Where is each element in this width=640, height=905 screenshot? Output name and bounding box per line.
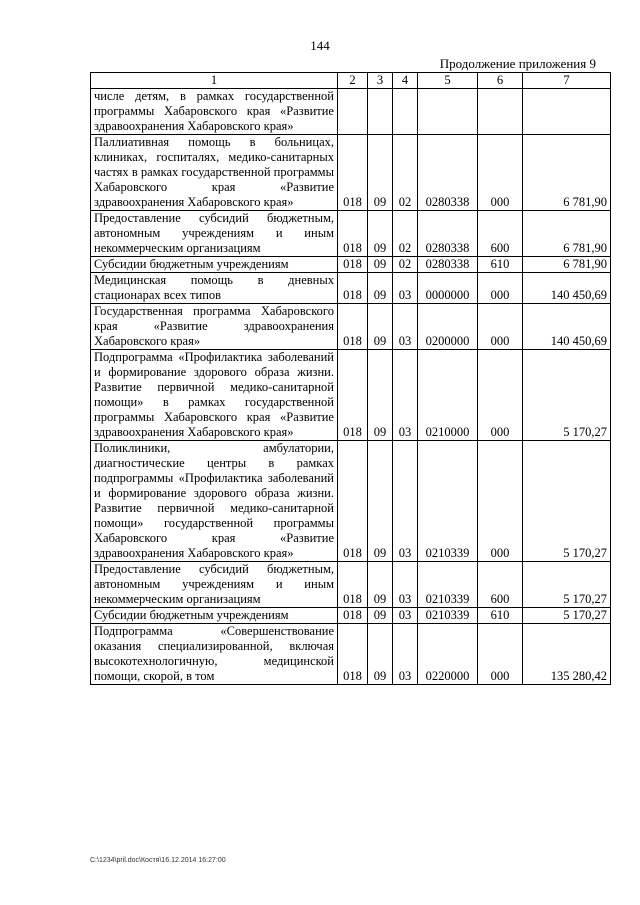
column-header: 7: [523, 73, 611, 89]
subsection-code-cell: 02: [393, 257, 418, 273]
ministry-code-cell: 018: [338, 350, 368, 441]
column-header: 1: [91, 73, 338, 89]
section-code-cell: [368, 89, 393, 135]
subsection-code-cell: 02: [393, 211, 418, 257]
subsection-code-cell: 02: [393, 135, 418, 211]
amount-cell: 5 170,27: [523, 608, 611, 624]
subsection-code-cell: 03: [393, 273, 418, 304]
ministry-code-cell: [338, 89, 368, 135]
ministry-code-cell: 018: [338, 624, 368, 685]
section-code-cell: 09: [368, 257, 393, 273]
row-name-cell: Субсидии бюджетным учреждениям: [91, 608, 338, 624]
expense-type-cell: 000: [478, 304, 523, 350]
amount-cell: 6 781,90: [523, 135, 611, 211]
expense-type-cell: 610: [478, 257, 523, 273]
column-header: 4: [393, 73, 418, 89]
amount-cell: [523, 89, 611, 135]
expense-type-cell: 000: [478, 273, 523, 304]
subsection-code-cell: [393, 89, 418, 135]
row-name-cell: числе детям, в рамках государственной программы Хабаровского края «Развитие здравоохранения Хабаровского края»: [91, 89, 338, 135]
ministry-code-cell: 018: [338, 562, 368, 608]
table-row: [91, 608, 611, 624]
table-row: [91, 89, 611, 135]
subsection-code-cell: 03: [393, 441, 418, 562]
target-article-cell: 0000000: [418, 273, 478, 304]
ministry-code-cell: 018: [338, 273, 368, 304]
target-article-cell: [418, 89, 478, 135]
continuation-label: Продолжение приложения 9: [439, 56, 596, 71]
subsection-code-cell: 03: [393, 562, 418, 608]
table-row: [91, 135, 611, 211]
table-row: [91, 257, 611, 273]
ministry-code-cell: 018: [338, 304, 368, 350]
section-code-cell: 09: [368, 304, 393, 350]
amount-cell: 140 450,69: [523, 273, 611, 304]
row-name-cell: Субсидии бюджетным учреждениям: [91, 257, 338, 273]
expense-type-cell: 610: [478, 608, 523, 624]
amount-cell: 6 781,90: [523, 211, 611, 257]
target-article-cell: 0210000: [418, 350, 478, 441]
amount-cell: 135 280,42: [523, 624, 611, 685]
row-name-cell: Предоставление субсидий бюджетным, автономным учреждениям и иным некоммерческим организациям: [91, 562, 338, 608]
table-row: [91, 562, 611, 608]
target-article-cell: 0280338: [418, 257, 478, 273]
column-header: 3: [368, 73, 393, 89]
section-code-cell: 09: [368, 624, 393, 685]
expense-type-cell: 000: [478, 624, 523, 685]
table-row: [91, 211, 611, 257]
section-code-cell: 09: [368, 608, 393, 624]
row-name-cell: Паллиативная помощь в больницах, клиниках, госпиталях, медико-санитарных частях в рамках государственной программы Хабаровского края «Развитие здравоохранения Хабаровского края»: [91, 135, 338, 211]
target-article-cell: 0210339: [418, 562, 478, 608]
ministry-code-cell: 018: [338, 608, 368, 624]
column-header: 6: [478, 73, 523, 89]
row-name-cell: Поликлиники, амбулатории, диагностические центры в рамках подпрограммы «Профилактика заболеваний и формирование здорового образа жизни. Развитие первичной медико-санитарной помощи» государственной программы Хабаровского края «Развитие здравоохранения Хабаровского края»: [91, 441, 338, 562]
target-article-cell: 0200000: [418, 304, 478, 350]
file-path-footer: C:\1234\pril.doc\Костя\16.12.2014 16:27:00: [90, 857, 226, 864]
subsection-code-cell: 03: [393, 608, 418, 624]
expense-type-cell: 000: [478, 135, 523, 211]
expense-type-cell: [478, 89, 523, 135]
section-code-cell: 09: [368, 441, 393, 562]
table-row: [91, 441, 611, 562]
target-article-cell: 0210339: [418, 441, 478, 562]
subsection-code-cell: 03: [393, 304, 418, 350]
subsection-code-cell: 03: [393, 350, 418, 441]
amount-cell: 140 450,69: [523, 304, 611, 350]
table-row: [91, 304, 611, 350]
section-code-cell: 09: [368, 562, 393, 608]
section-code-cell: 09: [368, 211, 393, 257]
ministry-code-cell: 018: [338, 257, 368, 273]
expense-type-cell: 600: [478, 211, 523, 257]
column-header: 2: [338, 73, 368, 89]
table-row: [91, 273, 611, 304]
ministry-code-cell: 018: [338, 441, 368, 562]
ministry-code-cell: 018: [338, 135, 368, 211]
row-name-cell: Подпрограмма «Профилактика заболеваний и формирование здорового образа жизни. Развитие первичной медико-санитарной помощи» в рамках государственной программы Хабаровского края «Развитие здравоохранения Хабаровского края»: [91, 350, 338, 441]
target-article-cell: 0280338: [418, 135, 478, 211]
row-name-cell: Медицинская помощь в дневных стационарах всех типов: [91, 273, 338, 304]
page-number: 144: [310, 38, 330, 53]
row-name-cell: Подпрограмма «Совершенствование оказания специализированной, включая высокотехнологичную, медицинской помощи, скорой, в том: [91, 624, 338, 685]
section-code-cell: 09: [368, 273, 393, 304]
subsection-code-cell: 03: [393, 624, 418, 685]
section-code-cell: 09: [368, 350, 393, 441]
target-article-cell: 0280338: [418, 211, 478, 257]
expense-type-cell: 600: [478, 562, 523, 608]
table-row: [91, 350, 611, 441]
target-article-cell: 0220000: [418, 624, 478, 685]
table-header-row: [91, 73, 611, 89]
row-name-cell: Предоставление субсидий бюджетным, автономным учреждениям и иным некоммерческим организациям: [91, 211, 338, 257]
amount-cell: 5 170,27: [523, 562, 611, 608]
budget-table: [90, 72, 611, 685]
column-header: 5: [418, 73, 478, 89]
table-row: [91, 624, 611, 685]
amount-cell: 6 781,90: [523, 257, 611, 273]
amount-cell: 5 170,27: [523, 441, 611, 562]
ministry-code-cell: 018: [338, 211, 368, 257]
amount-cell: 5 170,27: [523, 350, 611, 441]
expense-type-cell: 000: [478, 350, 523, 441]
section-code-cell: 09: [368, 135, 393, 211]
expense-type-cell: 000: [478, 441, 523, 562]
row-name-cell: Государственная программа Хабаровского края «Развитие здравоохранения Хабаровского края»: [91, 304, 338, 350]
target-article-cell: 0210339: [418, 608, 478, 624]
